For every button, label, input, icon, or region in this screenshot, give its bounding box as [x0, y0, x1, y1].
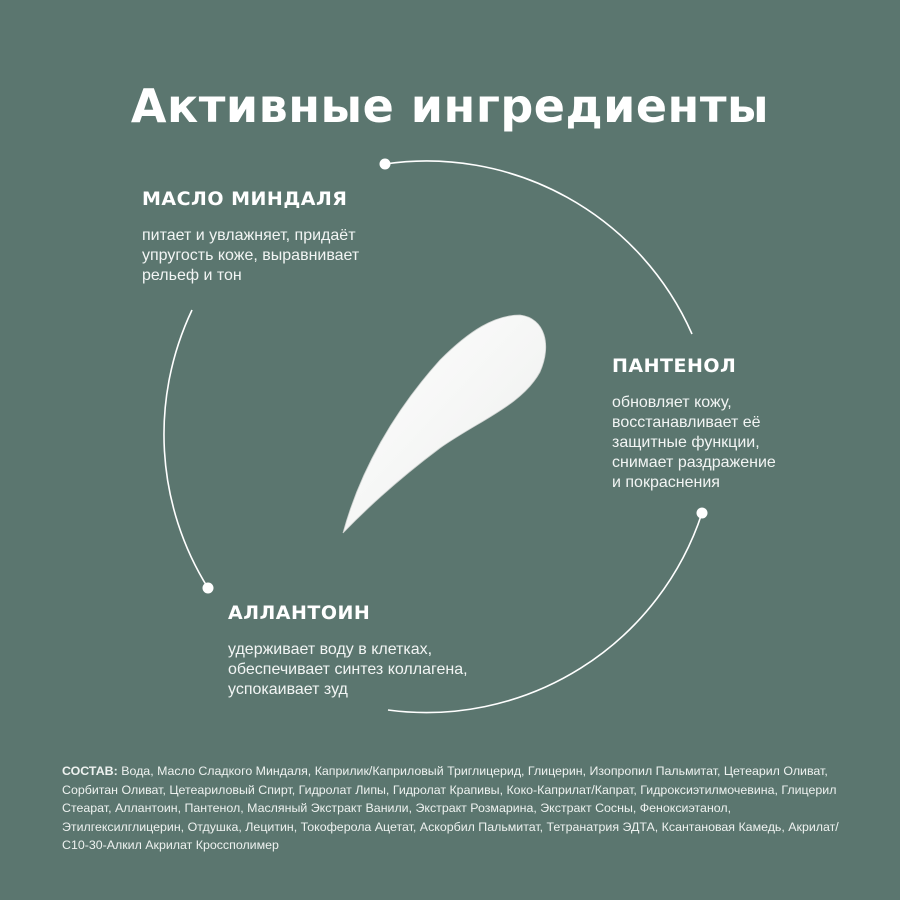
composition-label: СОСТАВ: [62, 764, 118, 778]
desc-line: обновляет кожу, [612, 394, 732, 411]
ingredient-panthenol [612, 355, 882, 493]
ingredient-desc-line [142, 226, 442, 286]
dot-top [380, 159, 391, 170]
ingredient-desc [228, 640, 548, 700]
desc-line: и покраснения [612, 474, 720, 491]
desc-line: обеспечивает синтез коллагена, [228, 661, 468, 678]
desc-line: защитные функции, [612, 434, 760, 451]
desc-line: восстанавливает её [612, 414, 761, 431]
desc-line: упругость коже, выравнивает [142, 247, 360, 264]
dot-right [697, 508, 708, 519]
desc-line: снимает раздражение [612, 454, 776, 471]
desc-line: успокаивает зуд [228, 681, 348, 698]
ingredient-desc [612, 393, 882, 493]
page-title: Активные ингредиенты [130, 78, 770, 133]
desc-line: удерживает воду в клетках, [228, 641, 433, 658]
ingredient-title: ПАНТЕНОЛ [612, 355, 737, 377]
desc-line: питает и увлажняет, придаёт [142, 227, 356, 244]
composition-body: Вода, Масло Сладкого Миндаля, Каприлик/Каприловый Триглицерид, Глицерин, Изопропил Пальмитат, Цетеарил Оливат, Сорбитан Оливат, Цетеариловый Спирт, Гидролат Липы, Гидролат Крапивы, Коко-Каприлат/Капрат, Гидроксиэтилмочевина, Глицерил Стеарат, Аллантоин, Пантенол, Масляный Экстракт Ванили, Экстракт Розмарина, Экстракт Сосны, Феноксиэтанол, Этилгексилглицерин, Отдушка, Лецитин, Токоферола Ацетат, Аскорбил Пальмитат, Тетранатрия ЭДТА, Ксантановая Камедь, Акрилат/С10-30-Алкил Акрилат Кроссполимер [62, 764, 839, 852]
ingredient-almond-oil [142, 188, 442, 286]
desc-line: рельеф и тон [142, 267, 242, 284]
cream-swatch-image [343, 315, 546, 533]
dot-left [203, 583, 214, 594]
ingredient-title: АЛЛАНТОИН [228, 602, 371, 624]
ingredient-allantoin [228, 602, 548, 700]
ingredient-title: МАСЛО МИНДАЛЯ [142, 188, 348, 210]
arc-left [164, 310, 208, 588]
composition-text [62, 762, 852, 855]
